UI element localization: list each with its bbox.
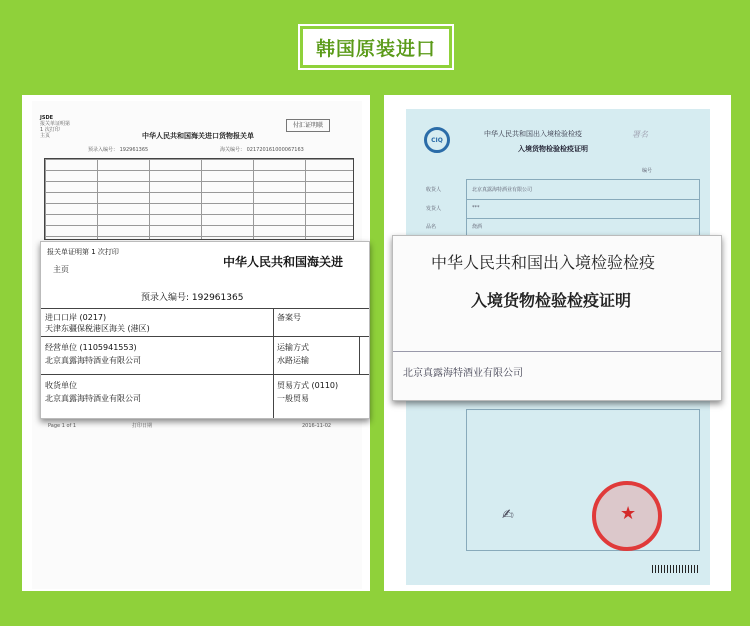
cert-shipper-label: 发货人 <box>426 206 442 212</box>
zoom-rule-1 <box>41 308 369 309</box>
cert-number-label: 编号 <box>642 168 653 174</box>
customs-declaration-document <box>32 101 362 589</box>
doc-form-grid <box>44 158 354 240</box>
doc-record-no: 预录入编号： 192961365 <box>88 147 149 153</box>
filing-no-label: 备案号 <box>277 313 301 322</box>
zoom2-divider <box>393 351 721 352</box>
doc-corner <box>40 115 70 139</box>
banner-title: 韩国原装进口 <box>303 29 449 65</box>
cert-title-2: 入境货物检验检疫证明 <box>518 145 588 153</box>
ciq-logo-icon: CIQ <box>424 127 450 153</box>
cert-table-rule-2 <box>467 218 699 219</box>
zoom-title: 中华人民共和国海关进 <box>223 255 344 269</box>
doc-corner-sub: 报关单证明第1 次打印 <box>40 121 71 133</box>
transport-value: 水路运输 <box>277 356 309 365</box>
zoom-rule-3 <box>41 374 369 375</box>
zoom2-title-1: 中华人民共和国出入境检验检疫 <box>431 253 656 272</box>
cert-goods-value: 烧酒 <box>472 224 483 230</box>
title-banner <box>298 24 454 70</box>
cert-consignee-label: 收货人 <box>426 187 442 193</box>
cert-table-rule-1 <box>467 199 699 200</box>
zoom-home: 主页 <box>53 265 69 274</box>
operator-label: 经营单位 (1105941553) <box>45 343 137 352</box>
zoom-record-no: 预录入编号: 192961365 <box>141 293 244 303</box>
transport-label: 运输方式 <box>277 343 309 352</box>
doc-footer-note: 打印日期 <box>132 423 153 429</box>
cert-body-table <box>466 409 700 551</box>
operator-value: 北京真露海特酒业有限公司 <box>45 356 141 365</box>
cert-title-1: 中华人民共和国出入境检验检疫 <box>484 130 582 138</box>
doc-corner-code: JSDE <box>40 115 54 121</box>
customs-declaration-panel <box>22 95 370 591</box>
inspection-zoom-card <box>392 235 722 401</box>
consignee-label: 收货单位 <box>45 381 77 390</box>
cert-consignee-value: 北京真露海特酒业有限公司 <box>472 187 533 193</box>
cert-signature: ✍ <box>502 507 514 523</box>
zoom-col-rule-2 <box>359 336 360 374</box>
doc-footer-date: 2016-11-02 <box>302 423 332 429</box>
doc-customs-no: 海关编号： 021720161000067163 <box>220 147 304 153</box>
entry-port-label: 进口口岸 (0217) <box>45 313 107 322</box>
consignee-value: 北京真露海特酒业有限公司 <box>45 394 141 403</box>
zoom2-title-2: 入境货物检验检疫证明 <box>471 291 632 310</box>
doc-page-number: Page 1 of 1 <box>48 423 77 429</box>
cert-shipper-value: *** <box>472 205 480 211</box>
entry-port-value: 天津东疆保税港区海关 (港区) <box>45 324 150 333</box>
customs-zoom-card <box>40 241 370 419</box>
zoom-rule-2 <box>41 336 369 337</box>
seal-star-icon: ★ <box>620 503 637 524</box>
doc-stamp-box: 付汇证明联 <box>286 119 330 132</box>
doc-title: 中华人民共和国海关进口货物报关单 <box>142 132 254 140</box>
doc-corner-home: 主页 <box>40 133 51 139</box>
zoom-header: 报关单证明第 1 次打印 <box>47 248 119 256</box>
trade-label: 贸易方式 (0110) <box>277 381 339 390</box>
cert-top-signature: 署名 <box>632 130 648 139</box>
trade-value: 一般贸易 <box>277 394 309 403</box>
official-seal-icon <box>592 481 662 551</box>
cert-goods-label: 品名 <box>426 224 437 230</box>
zoom2-consignee: 北京真露海特酒业有限公司 <box>403 368 523 379</box>
barcode-icon <box>652 565 700 573</box>
zoom-col-rule <box>273 308 274 418</box>
inspection-certificate-panel <box>384 95 731 591</box>
